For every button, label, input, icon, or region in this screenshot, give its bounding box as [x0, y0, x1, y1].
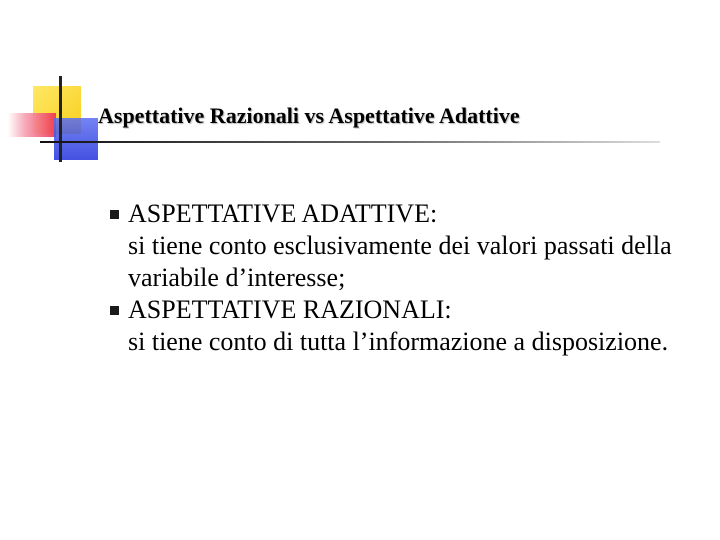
square-bullet-icon	[110, 210, 119, 219]
logo-red-bar-icon	[8, 113, 56, 137]
square-bullet-icon	[110, 306, 119, 315]
slide-title: Aspettative Razionali vs Aspettative Adattive	[98, 103, 520, 128]
bullet-item-rational	[112, 294, 692, 358]
bullet-description: si tiene conto esclusivamente dei valori passati della variabile d’interesse;	[128, 231, 672, 292]
bullet-term: ASPETTATIVE RAZIONALI:	[128, 295, 452, 324]
bullet-description: si tiene conto di tutta l’informazione a disposizione.	[128, 327, 669, 356]
logo-vertical-line-icon	[59, 76, 62, 162]
title-underline-divider	[40, 141, 660, 143]
bullet-list	[112, 198, 692, 358]
bullet-item-adaptive	[112, 198, 692, 294]
bullet-term: ASPETTATIVE ADATTIVE:	[128, 199, 438, 228]
